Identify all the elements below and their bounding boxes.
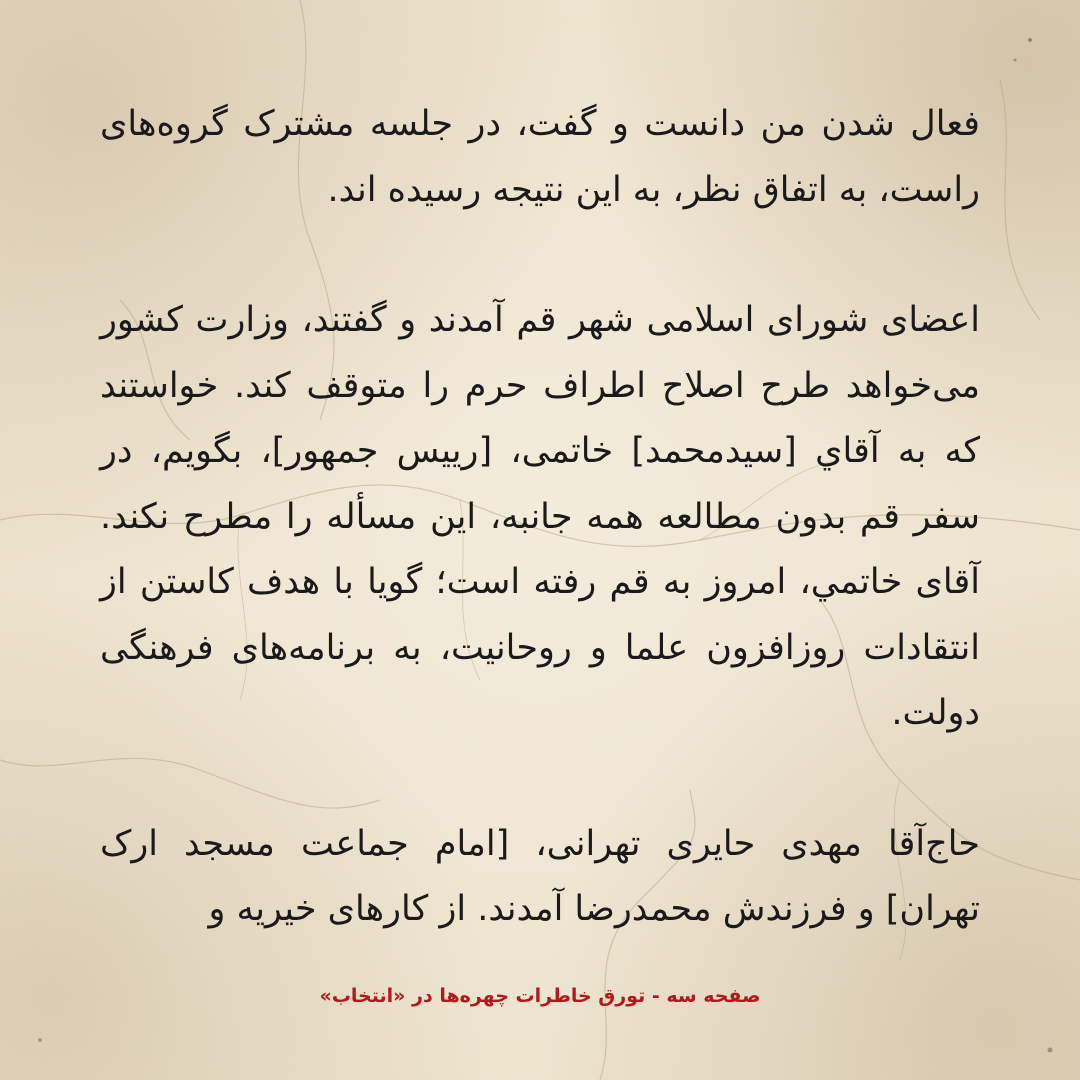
paragraph-1: فعال شدن من دانست و گفت، در جلسه مشترک گروه‌های راست، به اتفاق نظر، به این نتیجه رسیده اند. — [100, 104, 980, 210]
page-footer-caption: صفحه سه - تورق خاطرات چهره‌ها در «انتخاب» — [319, 985, 761, 1007]
paragraph-3: حاج‌آقا مهدی حایری تهرانی، [امام جماعت مسجد ارک تهران] و فرزندش محمدرضا آمدند. از کارهای خیریه و — [100, 823, 980, 929]
memoir-text — [100, 92, 980, 943]
paragraph-2: اعضای شورای اسلامی شهر قم آمدند و گفتند، وزارت کشور می‌خواهد طرح اصلاح اطراف حرم را متوقف کند. خواستند که به آقاي [سیدمحمد] خاتمی، [رییس جمهور]، بگویم، در سفر قم بدون مطالعه همه جانبه، این مسأله را مطرح نکند. آقای خاتمي، امروز به قم رفته است؛ گویا با هدف کاستن از انتقادات روزافزون علما و روحانیت، به برنامه‌های فرهنگی دولت. — [100, 300, 980, 733]
